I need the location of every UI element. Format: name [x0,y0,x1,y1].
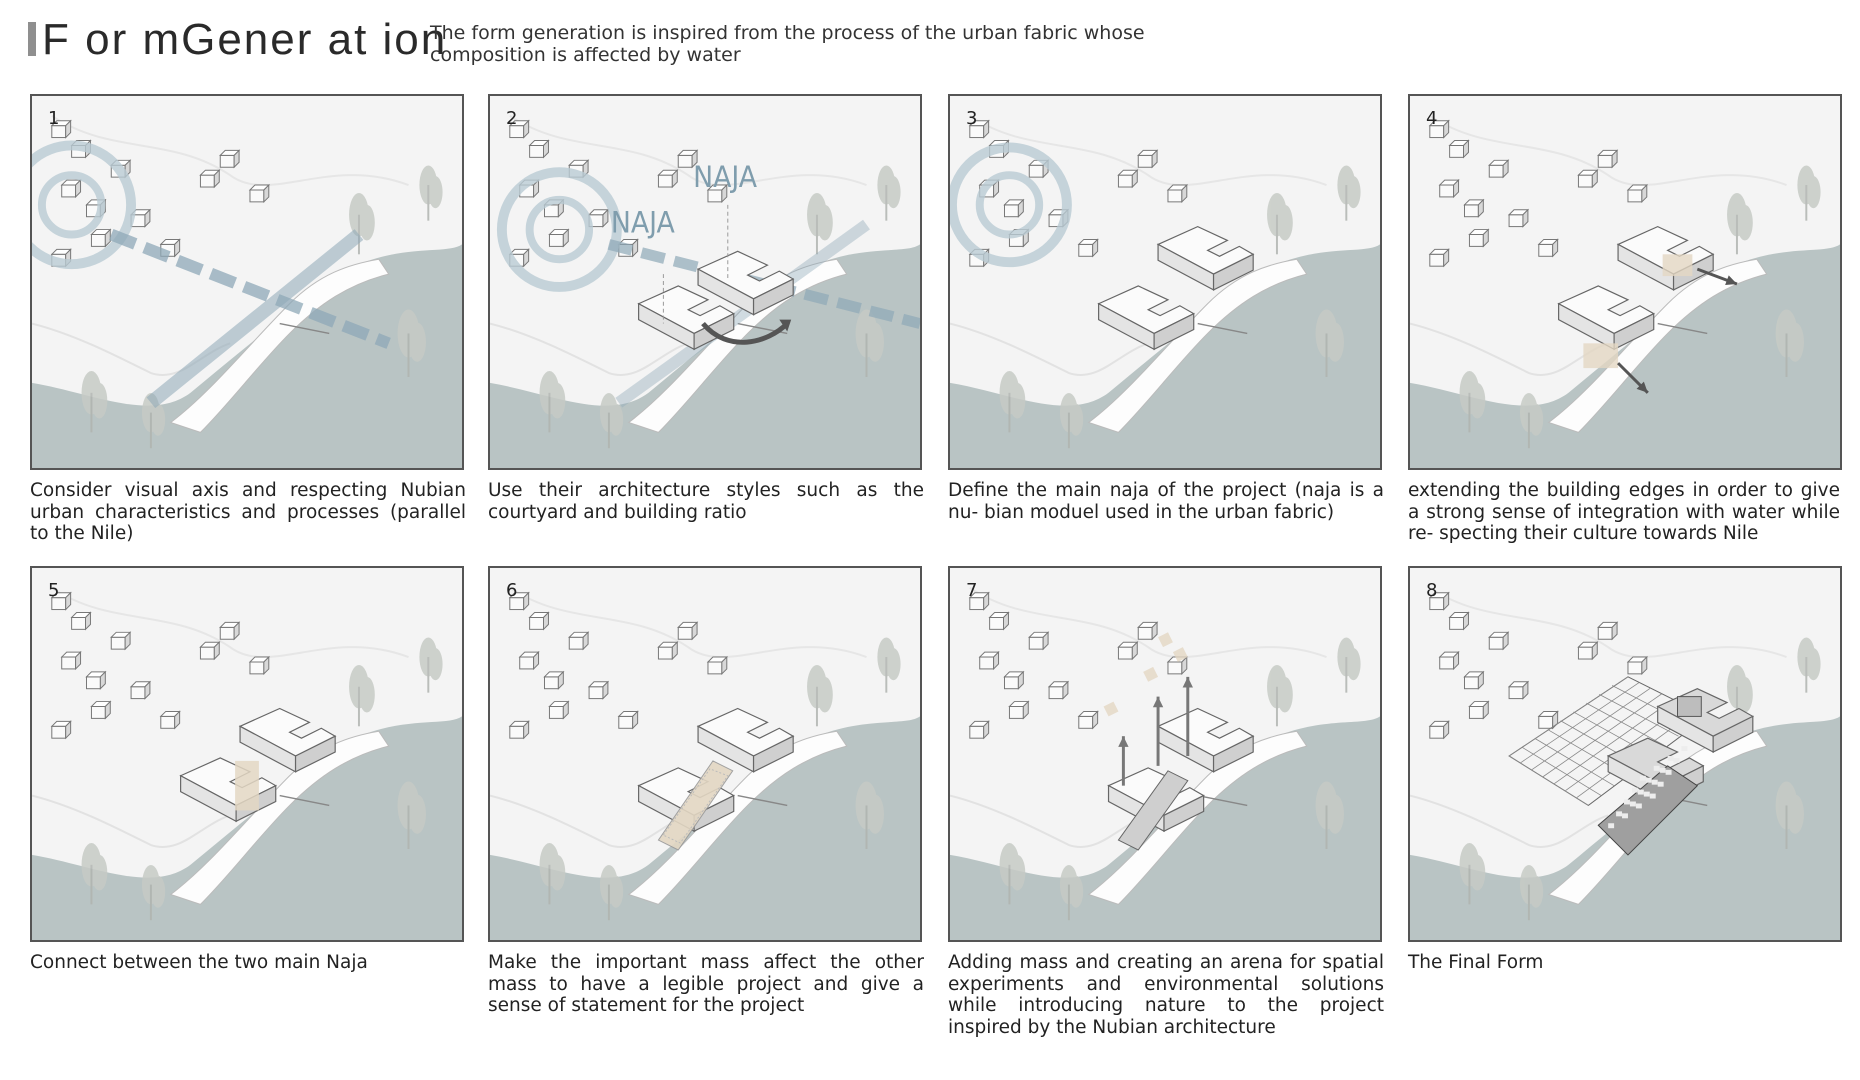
step-number: 3 [966,108,978,129]
step-number: 6 [506,580,518,601]
diagram-panel-5 [30,566,464,942]
step-caption-1: Consider visual axis and respecting Nubian urban characteristics and processes (parallel to the Nile) [30,480,466,544]
site-axonometric-5 [32,568,462,940]
step-caption-4: extending the building edges in order to give a strong sense of integration with water while re- specting their culture towards Nile [1408,480,1840,544]
step-number: 4 [1426,108,1438,129]
diagram-panel-2 [488,94,922,470]
step-number: 1 [48,108,60,129]
page-title: F or mGener at ion [42,15,448,64]
site-axonometric-1 [32,96,462,468]
site-axonometric-7 [950,568,1380,940]
step-caption-6: Make the important mass affect the other mass to have a legible project and give a sense of statement for the project [488,952,924,1016]
step-caption-3: Define the main naja of the project (naja is a nu- bian moduel used in the urban fabric) [948,480,1384,523]
site-axonometric-4 [1410,96,1840,468]
naja-label-1: NAJA [610,205,675,241]
site-axonometric-8 [1410,568,1840,940]
site-axonometric-6 [490,568,920,940]
site-axonometric-2 [490,96,920,468]
diagram-panel-7 [948,566,1382,942]
diagram-panel-3 [948,94,1382,470]
step-number: 5 [48,580,60,601]
naja-label-2: NAJA [693,160,758,196]
step-caption-7: Adding mass and creating an arena for spatial experiments and environmental solutions while introducing nature to the project inspired by the Nubian architecture [948,952,1384,1038]
title-accent-bar [28,22,36,56]
step-number: 8 [1426,580,1438,601]
diagram-panel-4 [1408,94,1842,470]
step-number: 2 [506,108,518,129]
step-caption-2: Use their architecture styles such as the courtyard and building ratio [488,480,924,523]
diagram-panel-8 [1408,566,1842,942]
step-caption-5: Connect between the two main Naja [30,952,368,973]
step-number: 7 [966,580,978,601]
site-axonometric-3 [950,96,1380,468]
diagram-panel-1 [30,94,464,470]
page-subtitle: The form generation is inspired from the process of the urban fabric whose composition is affected by water [430,22,1145,66]
step-caption-8: The Final Form [1408,952,1544,973]
diagram-panel-6 [488,566,922,942]
